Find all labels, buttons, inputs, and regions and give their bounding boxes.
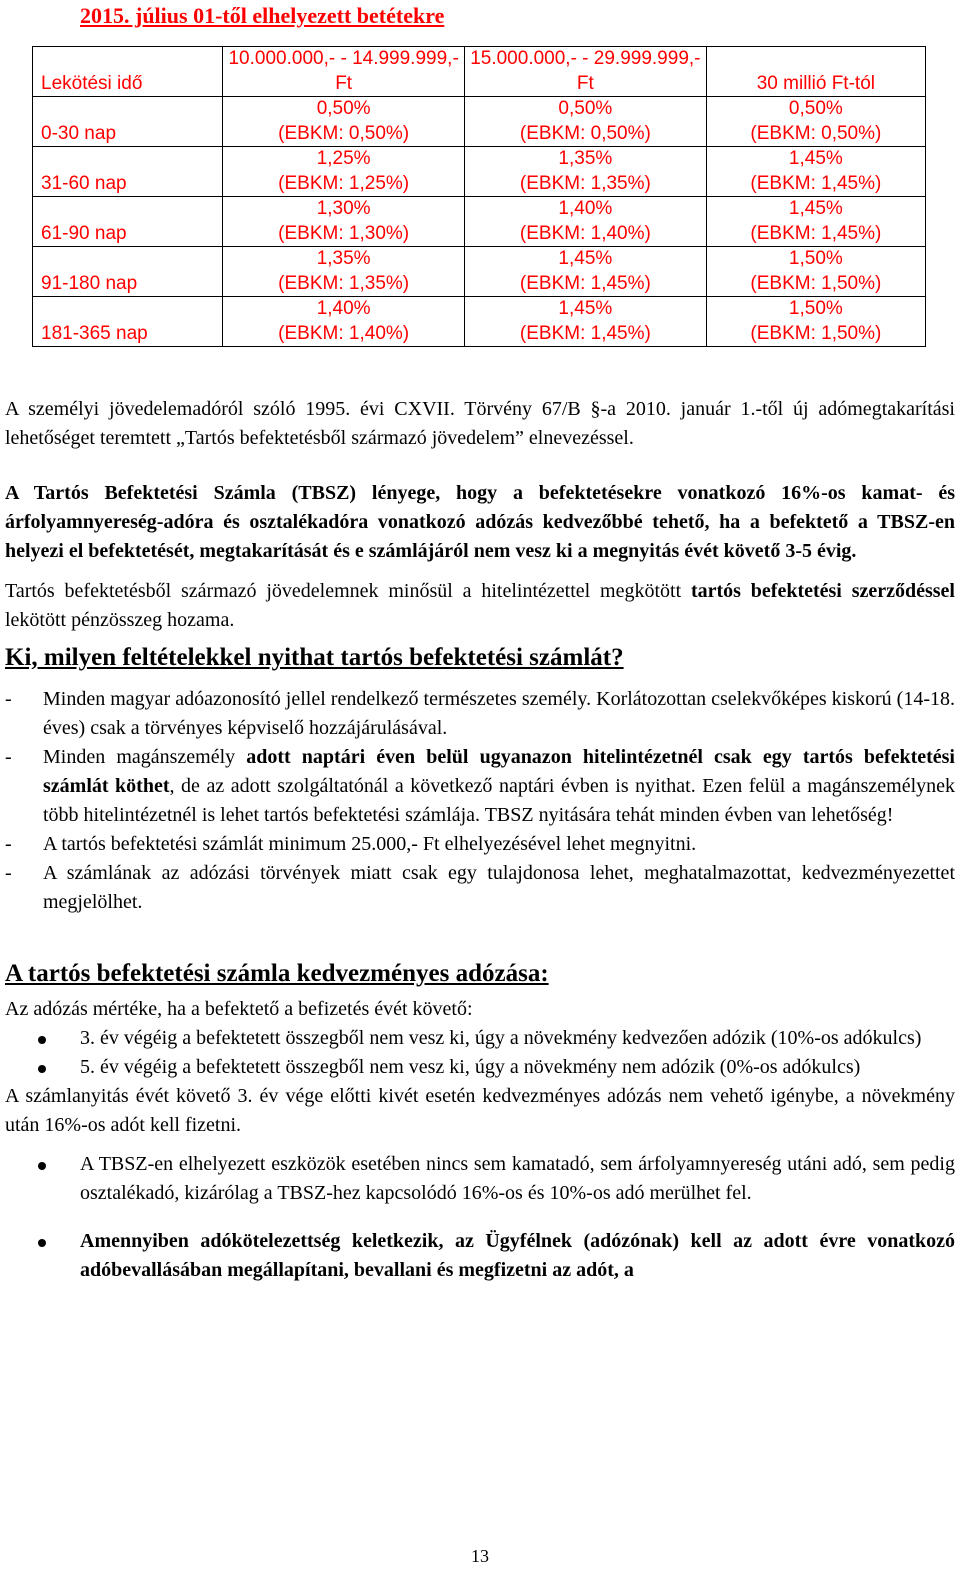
- bullet-icon: [38, 1239, 46, 1247]
- list-item: Amennyiben adókötelezettség keletkezik, az Ügyfélnek (adózónak) kell az adott évre vonatkozó adóbevallásában megállapítani, bevallani és megfizetni az adót, a: [5, 1227, 955, 1285]
- rate-cell: 0,50% (EBKM: 0,50%): [706, 97, 925, 147]
- eligibility-list: [5, 685, 955, 917]
- rate-cell: 1,30% (EBKM: 1,30%): [223, 197, 465, 247]
- section-heading-taxation: A tartós befektetési számla kedvezményes adózása:: [5, 960, 549, 987]
- list-item: 3. év végéig a befektetett összegből nem vesz ki, úgy a növekmény kedvezően adózik (10%-os adókulcs): [5, 1024, 955, 1053]
- term-cell: 61-90 nap: [33, 197, 223, 247]
- early-withdrawal-paragraph: A számlanyitás évét követő 3. év vége előtti kivét esetén kedvezményes adózás nem vehető igénybe, a növekmény után 16%-os adót kell fizetni.: [5, 1085, 955, 1136]
- term-cell: 0-30 nap: [33, 97, 223, 147]
- rate-cell: 1,45% (EBKM: 1,45%): [706, 147, 925, 197]
- page-heading: 2015. július 01-től elhelyezett betétekre: [80, 3, 445, 28]
- rate-cell: 1,25% (EBKM: 1,25%): [223, 147, 465, 197]
- term-cell: 31-60 nap: [33, 147, 223, 197]
- rate-cell: 1,45% (EBKM: 1,45%): [465, 297, 707, 347]
- table-row: [33, 147, 926, 197]
- document-body: [5, 395, 955, 1285]
- rate-cell: 1,45% (EBKM: 1,45%): [465, 247, 707, 297]
- additional-list: [5, 1150, 955, 1285]
- table-row: [33, 247, 926, 297]
- table-row: [33, 197, 926, 247]
- list-item: - A számlának az adózási törvények miatt csak egy tulajdonosa lehet, meghatalmazottat, kedvezményezettet megjelölhet.: [5, 862, 955, 913]
- list-item: 5. év végéig a befektetett összegből nem vesz ki, úgy a növekmény nem adózik (0%-os adókulcs): [5, 1053, 955, 1082]
- taxation-intro: Az adózás mértéke, ha a befektető a befizetés évét követő:: [5, 998, 473, 1020]
- list-item: - Minden magánszemély adott naptári éven belül ugyanazon hitelintézetnél csak egy tartós befektetési számlát köthet, de az adott szolgáltatónál a következő naptári évben is nyithat. Ezen felül a magánszemélynek több hitelintézetnél is lehet tartós befektetési számlája. TBSZ nyitására tehát minden évben van lehetőség!: [5, 746, 956, 826]
- table-header-cell: 30 millió Ft-tól: [706, 47, 925, 97]
- rate-cell: 1,40% (EBKM: 1,40%): [223, 297, 465, 347]
- intro-paragraph: A személyi jövedelemadóról szóló 1995. évi CXVII. Törvény 67/B §-a 2010. január 1.-től új adómegtakarítási lehetőséget teremtett „Tartós befektetésből származó jövedelem” elnevezéssel.: [5, 398, 955, 449]
- table-header-row: [33, 47, 926, 97]
- taxation-list: [5, 1024, 955, 1082]
- table-header-cell: Lekötési idő: [33, 47, 223, 97]
- table-header-cell: 10.000.000,- - 14.999.999,- Ft: [223, 47, 465, 97]
- section-heading-open-account: Ki, milyen feltételekkel nyithat tartós befektetési számlát?: [5, 644, 624, 671]
- bullet-icon: [38, 1036, 46, 1044]
- rate-cell: 1,50% (EBKM: 1,50%): [706, 247, 925, 297]
- rate-cell: 1,35% (EBKM: 1,35%): [223, 247, 465, 297]
- table-row: [33, 297, 926, 347]
- page-number: 13: [471, 1546, 489, 1566]
- definition-paragraph: Tartós befektetésből származó jövedelemnek minősül a hitelintézettel megkötött tartós befektetési szerződéssel lekötött pénzösszeg hozama.: [5, 580, 955, 631]
- bullet-icon: [38, 1065, 46, 1073]
- table-header-cell: 15.000.000,- - 29.999.999,- Ft: [465, 47, 707, 97]
- rate-cell: 0,50% (EBKM: 0,50%): [223, 97, 465, 147]
- term-cell: 181-365 nap: [33, 297, 223, 347]
- list-item: - A tartós befektetési számlát minimum 25.000,- Ft elhelyezésével lehet megnyitni.: [5, 833, 697, 855]
- list-item: A TBSZ-en elhelyezett eszközök esetében nincs sem kamatadó, sem árfolyamnyereség utáni adó, sem pedig osztalékadó, kizárólag a TBSZ-hez kapcsolódó 16%-os és 10%-os adó merülhet fel.: [5, 1150, 955, 1208]
- rate-cell: 1,45% (EBKM: 1,45%): [706, 197, 925, 247]
- list-item: - Minden magyar adóazonosító jellel rendelkező természetes személy. Korlátozottan cselekvőképes kiskorú (14-18. éves) csak a törvényes képviselő hozzájárulásával.: [5, 688, 955, 739]
- tbsz-summary-paragraph: A Tartós Befektetési Számla (TBSZ) lényege, hogy a befektetésekre vonatkozó 16%-os kamat- és árfolyamnyereség-adóra és osztalékadóra vonatkozó adózás kedvezőbbé tehető, ha a befektető a TBSZ-en helyezi el befektetését, megtakarítását és e számlájáról nem vesz ki a megnyitás évét követő 3-5 évig.: [5, 482, 955, 562]
- rate-cell: 1,50% (EBKM: 1,50%): [706, 297, 925, 347]
- rate-cell: 0,50% (EBKM: 0,50%): [465, 97, 707, 147]
- table-row: [33, 97, 926, 147]
- term-cell: 91-180 nap: [33, 247, 223, 297]
- bullet-icon: [38, 1162, 46, 1170]
- rate-cell: 1,40% (EBKM: 1,40%): [465, 197, 707, 247]
- interest-rate-table: [32, 46, 926, 347]
- rate-cell: 1,35% (EBKM: 1,35%): [465, 147, 707, 197]
